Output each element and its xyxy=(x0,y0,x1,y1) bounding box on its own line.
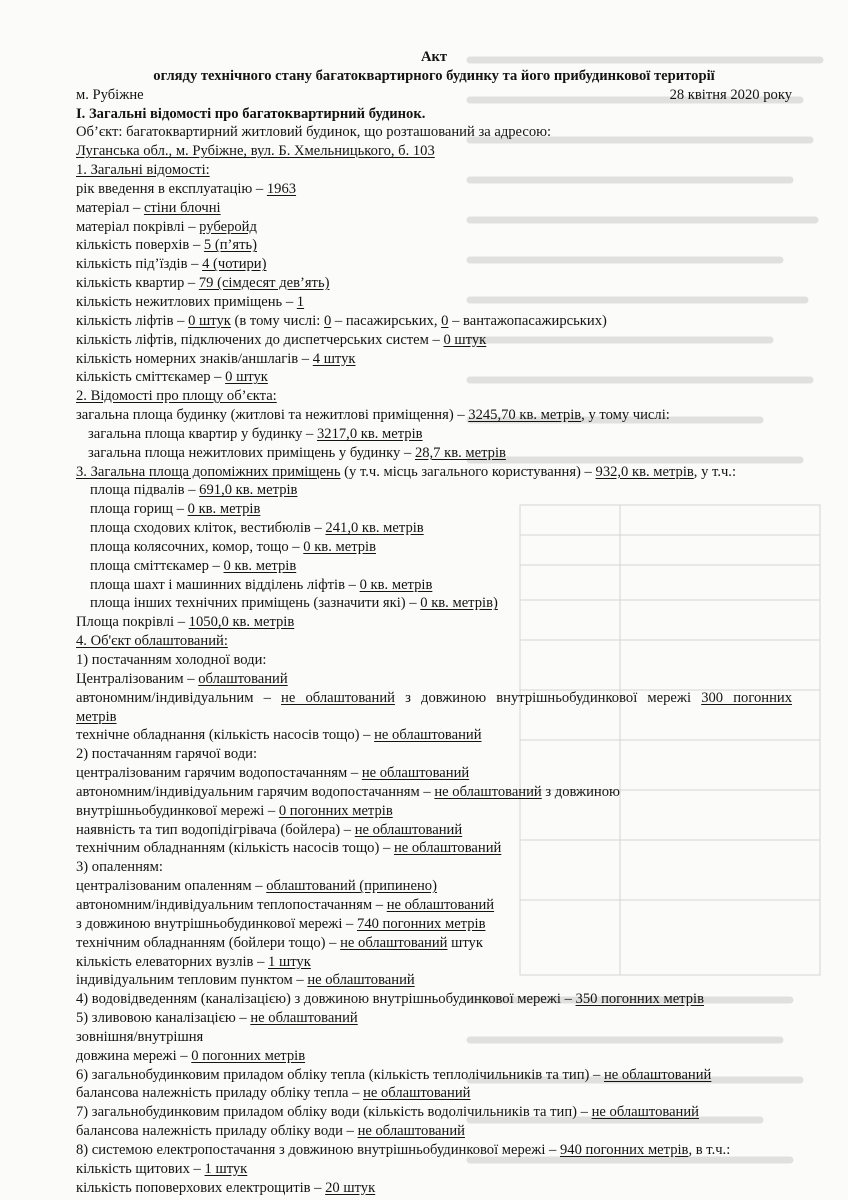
elevator-units-row: кількість елеваторних вузлів – 1 штук xyxy=(76,953,311,970)
city: м. Рубіжне xyxy=(76,86,144,103)
apartments-area-value: 3217,0 кв. метрів xyxy=(316,425,423,442)
heat-meter-owner-value: не облаштований xyxy=(363,1085,471,1102)
cold-length-unit: метрів xyxy=(76,708,117,725)
heat-meter-row: 6) загальнобудинковим приладом обліку тепла (кількість теплолічильників та тип) – не облаштований xyxy=(76,1066,712,1083)
material-value: стіни блочні xyxy=(143,199,221,216)
year-value: 1963 xyxy=(266,180,297,197)
basement-area-value: 691,0 кв. метрів xyxy=(199,482,298,499)
garbage-area-row: площа сміттєкамер – 0 кв. метрів xyxy=(90,557,297,574)
cold-autonomous-value: не облаштований xyxy=(281,689,395,706)
lifts-cargo: 0 xyxy=(441,312,449,329)
area-info-title: 2. Відомості про площу об’єкта: xyxy=(76,388,277,405)
apartments-row: кількість квартир – 79 (сімдесят дев’ять) xyxy=(76,275,330,292)
attic-area-row: площа горищ – 0 кв. метрів xyxy=(90,501,261,518)
heat-point-row: індивідуальним тепловим пунктом – не облаштований xyxy=(76,972,415,989)
floor-panels-value: 20 штук xyxy=(325,1179,376,1196)
electricity-length-value: 940 погонних метрів xyxy=(560,1141,689,1158)
storage-area-value: 0 кв. метрів xyxy=(303,538,376,555)
lifts-row: кількість ліфтів – 0 штук (в тому числі: 0 – пасажирських, 0 – вантажопасажирських) xyxy=(76,312,607,329)
total-area-value: 3245,70 кв. метрів xyxy=(468,407,582,424)
storage-area-row: площа колясочних, комор, тощо – 0 кв. метрів xyxy=(90,538,376,555)
address: Луганська обл., м. Рубіжне, вул. Б. Хмельницького, б. 103 xyxy=(76,143,435,160)
hot-autonomous-value: не облаштований xyxy=(434,783,542,800)
equipment-title: 4. Об'єкт облаштований: xyxy=(76,633,228,650)
hot-water-title: 2) постачанням гарячої води: xyxy=(76,746,258,763)
shafts-area-row: площа шахт і машинних відділень ліфтів – 0 кв. метрів xyxy=(90,576,433,593)
place-date-row xyxy=(76,86,792,105)
general-info-title: 1. Загальні відомості: xyxy=(76,162,210,179)
hot-central-row: централізованим гарячим водопостачанням – не облаштований xyxy=(76,765,470,782)
water-meter-value: не облаштований xyxy=(591,1104,699,1121)
dispatch-lifts-row: кількість ліфтів, підключених до диспетчерських систем – 0 штук xyxy=(76,331,487,348)
roof-area-row: Площа покрівлі – 1050,0 кв. метрів xyxy=(76,614,295,631)
heating-length-value: 740 погонних метрів xyxy=(357,915,486,932)
heating-length-row: з довжиною внутрішньобудинкової мережі – 740 погонних метрів xyxy=(76,915,486,932)
storm-sewer-row: 5) зливовою каналізацією – не облаштований xyxy=(76,1010,358,1027)
basement-area-row: площа підвалів – 691,0 кв. метрів xyxy=(90,482,298,499)
water-meter-owner-value: не облаштований xyxy=(357,1123,465,1140)
cold-water-title: 1) постачанням холодної води: xyxy=(76,652,267,668)
act-document xyxy=(76,48,792,1197)
apartments-area-row: загальна площа квартир у будинку – 3217,0 кв. метрів xyxy=(88,425,423,442)
nonresidential-area-value: 28,7 кв. метрів xyxy=(414,444,506,461)
material-row: матеріал – стіни блочні xyxy=(76,199,221,216)
floors-row: кількість поверхів – 5 (п’ять) xyxy=(76,237,258,254)
auxiliary-area-value: 932,0 кв. метрів xyxy=(595,463,694,480)
hot-network-value: 0 погонних метрів xyxy=(278,802,393,819)
floors-value: 5 (п’ять) xyxy=(203,237,258,254)
auxiliary-area-title: 3. Загальна площа допоміжних приміщень xyxy=(76,463,341,480)
storm-length-value: 0 погонних метрів xyxy=(191,1047,306,1064)
apartments-value: 79 (сімдесят дев’ять) xyxy=(198,275,330,292)
heating-autonomous-row: автономним/індивідуальним теплопостачанням – не облаштований xyxy=(76,896,495,913)
attic-area-value: 0 кв. метрів xyxy=(187,501,261,518)
heating-autonomous-value: не облаштований xyxy=(386,896,495,913)
cold-autonomous-row: автономним/індивідуальним – не облаштований з довжиною внутрішньобудинкової мережі 300 погонних xyxy=(76,689,792,706)
nonresidential-value: 1 xyxy=(296,293,305,310)
signs-value: 4 штук xyxy=(312,350,356,367)
nonresidential-row: кількість нежитлових приміщень – 1 xyxy=(76,293,305,310)
total-area-row: загальна площа будинку (житлові та нежитлові приміщення) – 3245,70 кв. метрів, у тому числі: xyxy=(76,407,670,424)
elevator-units-value: 1 штук xyxy=(268,953,311,970)
document-title: Акт xyxy=(420,49,448,65)
switchboards-value: 1 штук xyxy=(204,1160,248,1177)
hot-autonomous-row: автономним/індивідуальним гарячим водопостачанням – не облаштований з довжиною xyxy=(76,783,620,800)
roof-material-row: матеріал покрівлі – руберойд xyxy=(76,218,257,235)
entrances-value: 4 (чотири) xyxy=(202,256,267,273)
hot-equipment-row: технічним обладнанням (кількість насосів тощо) – не облаштований xyxy=(76,840,502,857)
signs-row: кількість номерних знаків/аншлагів – 4 штук xyxy=(76,350,356,367)
boiler-value: не облаштований xyxy=(354,821,463,838)
document-subtitle: огляду технічного стану багатоквартирного будинку та його прибудинкової території xyxy=(153,67,715,84)
staircase-area-value: 241,0 кв. метрів xyxy=(325,520,424,537)
sewerage-row: 4) водовідведенням (каналізацією) з довжиною внутрішньобудинкової мережі – 350 погонних метрів xyxy=(76,991,704,1008)
heat-meter-owner-row: балансова належність приладу обліку тепла – не облаштований xyxy=(76,1085,471,1102)
boiler-row: наявність та тип водопідігрівача (бойлера) – не облаштований xyxy=(76,821,463,838)
storm-length-row: довжина мережі – 0 погонних метрів xyxy=(76,1047,306,1064)
storm-sewer-value: не облаштований xyxy=(250,1010,358,1027)
water-meter-row: 7) загальнобудинковим приладом обліку води (кількість водолічильників та тип) – не облаштований xyxy=(76,1104,699,1121)
heating-central-row: централізованим опаленням – облаштований (припинено) xyxy=(76,878,437,895)
date: 28 квітня 2020 року xyxy=(669,86,792,103)
hot-central-value: не облаштований xyxy=(361,765,470,782)
nonresidential-area-row: загальна площа нежитлових приміщень у будинку – 28,7 кв. метрів xyxy=(88,444,506,461)
section-1-title: I. Загальні відомості про багатоквартирний будинок. xyxy=(76,105,426,122)
garbage-rooms-row: кількість сміттєкамер – 0 штук xyxy=(76,369,268,386)
lifts-total: 0 штук xyxy=(188,312,231,329)
lifts-passenger: 0 xyxy=(323,312,332,329)
object-line: Об’єкт: багатоквартирний житловий будинок, що розташований за адресою: xyxy=(76,124,552,141)
cold-central-row: Централізованим – облаштований xyxy=(76,670,288,687)
dispatch-lifts-value: 0 штук xyxy=(443,331,487,348)
water-meter-owner-row: балансова належність приладу обліку води – не облаштований xyxy=(76,1123,465,1140)
storm-type: зовнішня/внутрішня xyxy=(76,1028,204,1045)
heating-equipment-value: не облаштований xyxy=(340,934,448,951)
staircase-area-row: площа сходових кліток, вестибюлів – 241,0 кв. метрів xyxy=(90,520,424,537)
electricity-row: 8) системою електропостачання з довжиною внутрішньобудинкової мережі – 940 погонних метрів, в т.ч.: xyxy=(76,1141,731,1158)
year-row: рік введення в експлуатацію – 1963 xyxy=(76,180,297,197)
hot-network-row: внутрішньобудинкової мережі – 0 погонних метрів xyxy=(76,802,393,819)
hot-equipment-value: не облаштований xyxy=(393,840,502,857)
cold-equipment-value: не облаштований xyxy=(374,727,482,744)
cold-equipment-row: технічне обладнання (кількість насосів тощо) – не облаштований xyxy=(76,727,482,744)
roof-area-value: 1050,0 кв. метрів xyxy=(188,614,295,631)
heat-meter-value: не облаштований xyxy=(603,1066,712,1083)
heating-central-value: облаштований (припинено) xyxy=(266,878,437,895)
cold-length-value: 300 погонних xyxy=(701,689,792,706)
other-area-value: 0 кв. метрів) xyxy=(420,595,498,612)
cold-central-value: облаштований xyxy=(198,670,288,687)
roof-material-value: руберойд xyxy=(199,218,257,235)
shafts-area-value: 0 кв. метрів xyxy=(359,576,433,593)
heating-equipment-row: технічним обладнанням (бойлери тощо) – не облаштований штук xyxy=(76,934,483,951)
switchboards-row: кількість щитових – 1 штук xyxy=(76,1160,248,1177)
other-area-row: площа інших технічних приміщень (зазначити які) – 0 кв. метрів) xyxy=(90,595,498,612)
garbage-area-value: 0 кв. метрів xyxy=(223,557,297,574)
entrances-row: кількість під’їздів – 4 (чотири) xyxy=(76,256,267,273)
auxiliary-area-row: 3. Загальна площа допоміжних приміщень (у т.ч. місць загального користування) – 932,0 кв. метрів, у т.ч.: xyxy=(76,463,737,480)
heating-title: 3) опаленням: xyxy=(76,859,163,876)
sewerage-value: 350 погонних метрів xyxy=(575,991,704,1008)
heat-point-value: не облаштований xyxy=(307,972,415,989)
floor-panels-row: кількість поповерхових електрощитів – 20 штук xyxy=(76,1179,376,1196)
garbage-rooms-value: 0 штук xyxy=(225,369,268,386)
